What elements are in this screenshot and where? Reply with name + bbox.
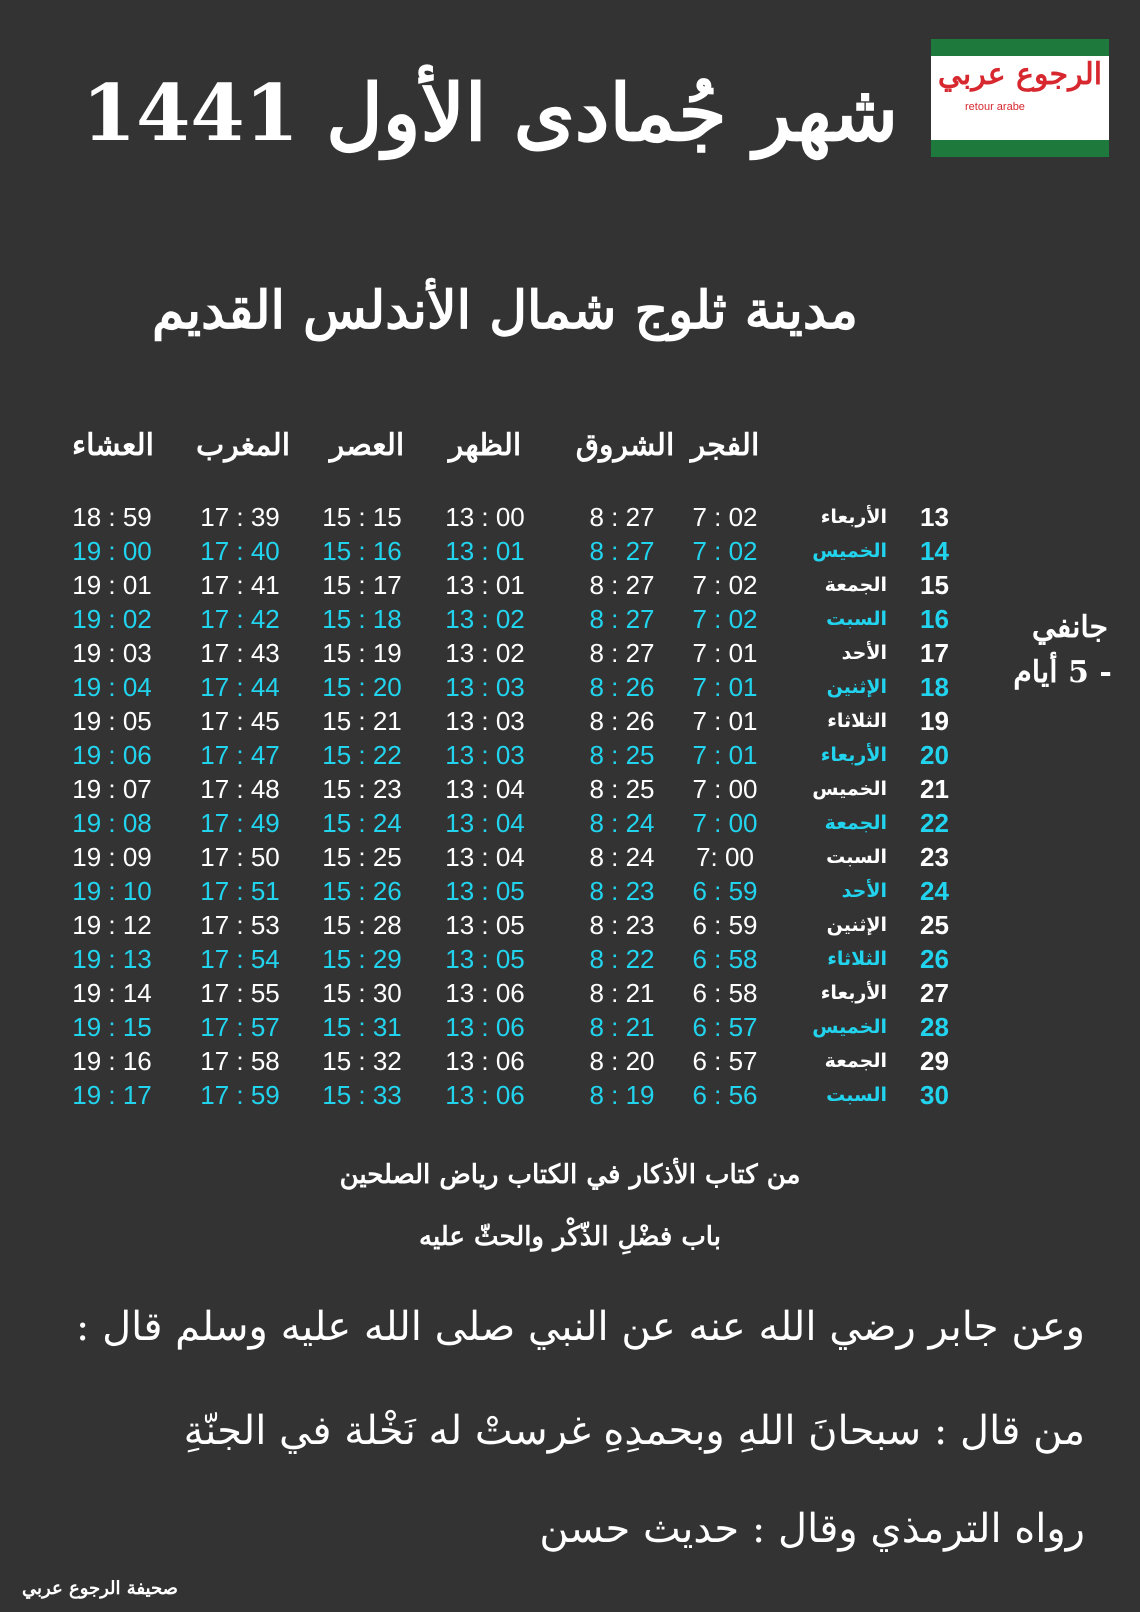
time-isha: 19 : 07 xyxy=(72,774,152,804)
time-dhuhr: 13 : 06 xyxy=(445,1046,525,1076)
time-shuruq: 8 : 22 xyxy=(589,944,655,974)
time-isha: 19 : 06 xyxy=(72,740,152,770)
time-isha: 18 : 59 xyxy=(72,502,152,532)
day-number: 25 xyxy=(920,910,949,940)
time-shuruq: 8 : 27 xyxy=(589,536,655,566)
day-number: 14 xyxy=(920,536,949,566)
time-fajr: 7 : 01 xyxy=(692,638,758,668)
time-shuruq: 8 : 23 xyxy=(589,876,655,906)
day-number: 18 xyxy=(920,672,949,702)
time-shuruq: 8 : 27 xyxy=(589,638,655,668)
time-shuruq: 8 : 26 xyxy=(589,706,655,736)
time-fajr: 6 : 57 xyxy=(692,1012,758,1042)
time-shuruq: 8 : 27 xyxy=(589,570,655,600)
table-row xyxy=(0,876,1140,910)
time-shuruq: 8 : 27 xyxy=(589,502,655,532)
day-name: الجمعة xyxy=(824,574,887,596)
time-fajr: 6 : 59 xyxy=(692,876,758,906)
time-isha: 19 : 00 xyxy=(72,536,152,566)
time-maghrib: 17 : 57 xyxy=(200,1012,280,1042)
time-dhuhr: 13 : 04 xyxy=(445,808,525,838)
time-shuruq: 8 : 21 xyxy=(589,1012,655,1042)
time-dhuhr: 13 : 04 xyxy=(445,774,525,804)
time-dhuhr: 13 : 03 xyxy=(445,740,525,770)
time-maghrib: 17 : 41 xyxy=(200,570,280,600)
time-fajr: 7 : 01 xyxy=(692,706,758,736)
time-dhuhr: 13 : 02 xyxy=(445,638,525,668)
time-isha: 19 : 15 xyxy=(72,1012,152,1042)
table-row xyxy=(0,740,1140,774)
time-asr: 15 : 20 xyxy=(322,672,402,702)
time-fajr: 6 : 59 xyxy=(692,910,758,940)
table-row xyxy=(0,944,1140,978)
book-source: من كتاب الأذكار في الكتاب رياض الصلحين xyxy=(339,1160,801,1190)
time-isha: 19 : 14 xyxy=(72,978,152,1008)
day-name: السبت xyxy=(826,1084,887,1106)
time-maghrib: 17 : 54 xyxy=(200,944,280,974)
time-isha: 19 : 13 xyxy=(72,944,152,974)
time-dhuhr: 13 : 05 xyxy=(445,910,525,940)
time-isha: 19 : 05 xyxy=(72,706,152,736)
time-isha: 19 : 01 xyxy=(72,570,152,600)
time-fajr: 7 : 02 xyxy=(692,604,758,634)
table-row xyxy=(0,604,1140,638)
book-chapter: باب فضْلِ الذّكْر والحثّ عليه xyxy=(419,1222,721,1252)
day-name: الإثنين xyxy=(826,914,887,936)
time-shuruq: 8 : 19 xyxy=(589,1080,655,1110)
hadith-line1: وعن جابر رضي الله عنه عن النبي صلى الله عليه وسلم قال : xyxy=(75,1304,1085,1350)
month-note-line1: جانفي xyxy=(1031,610,1109,645)
time-isha: 19 : 02 xyxy=(72,604,152,634)
time-maghrib: 17 : 51 xyxy=(200,876,280,906)
time-shuruq: 8 : 20 xyxy=(589,1046,655,1076)
logo-arabic-text: الرجوع عربي xyxy=(937,57,1103,92)
time-asr: 15 : 19 xyxy=(322,638,402,668)
table-row xyxy=(0,536,1140,570)
time-fajr: 7 : 01 xyxy=(692,740,758,770)
day-name: الأربعاء xyxy=(820,982,887,1004)
time-maghrib: 17 : 50 xyxy=(200,842,280,872)
time-asr: 15 : 17 xyxy=(322,570,402,600)
day-number: 19 xyxy=(920,706,949,736)
time-asr: 15 : 31 xyxy=(322,1012,402,1042)
day-name: السبت xyxy=(826,608,887,630)
day-name: الأحد xyxy=(841,880,887,902)
day-number: 30 xyxy=(920,1080,949,1110)
time-dhuhr: 13 : 03 xyxy=(445,706,525,736)
table-row xyxy=(0,638,1140,672)
table-row xyxy=(0,502,1140,536)
day-number: 26 xyxy=(920,944,949,974)
time-dhuhr: 13 : 06 xyxy=(445,1012,525,1042)
day-number: 29 xyxy=(920,1046,949,1076)
day-name: الأحد xyxy=(841,642,887,664)
time-maghrib: 17 : 47 xyxy=(200,740,280,770)
table-row xyxy=(0,1046,1140,1080)
time-isha: 19 : 08 xyxy=(72,808,152,838)
time-fajr: 6 : 58 xyxy=(692,944,758,974)
time-isha: 19 : 17 xyxy=(72,1080,152,1110)
day-number: 16 xyxy=(920,604,949,634)
day-name: الإثنين xyxy=(826,676,887,698)
table-row xyxy=(0,1012,1140,1046)
table-row xyxy=(0,570,1140,604)
time-isha: 19 : 04 xyxy=(72,672,152,702)
logo xyxy=(931,39,1109,157)
time-asr: 15 : 25 xyxy=(322,842,402,872)
hadith-line2: من قال : سبحانَ اللهِ وبحمدِهِ غرستْ له نَخْلة في الجنّةِ xyxy=(183,1408,1085,1454)
time-asr: 15 : 32 xyxy=(322,1046,402,1076)
time-isha: 19 : 10 xyxy=(72,876,152,906)
time-maghrib: 17 : 59 xyxy=(200,1080,280,1110)
header-fajr: الفجر xyxy=(690,428,760,463)
time-isha: 19 : 09 xyxy=(72,842,152,872)
time-shuruq: 8 : 21 xyxy=(589,978,655,1008)
time-fajr: 7 : 02 xyxy=(692,536,758,566)
time-maghrib: 17 : 44 xyxy=(200,672,280,702)
time-dhuhr: 13 : 00 xyxy=(445,502,525,532)
time-maghrib: 17 : 55 xyxy=(200,978,280,1008)
time-fajr: 7 : 00 xyxy=(692,774,758,804)
city-subtitle: مدينة ثلوج شمال الأندلس القديم xyxy=(152,280,858,341)
time-fajr: 7 : 00 xyxy=(692,808,758,838)
time-shuruq: 8 : 27 xyxy=(589,604,655,634)
page-title: شهر جُمادى الأول 1441 xyxy=(81,68,899,159)
day-name: الثلاثاء xyxy=(827,710,887,732)
time-asr: 15 : 33 xyxy=(322,1080,402,1110)
header-isha: العشاء xyxy=(72,428,154,463)
time-maghrib: 17 : 43 xyxy=(200,638,280,668)
header-asr: العصر xyxy=(329,428,405,463)
table-row xyxy=(0,1080,1140,1114)
time-maghrib: 17 : 58 xyxy=(200,1046,280,1076)
header-maghrib: المغرب xyxy=(195,428,291,463)
time-maghrib: 17 : 48 xyxy=(200,774,280,804)
time-fajr: 6 : 56 xyxy=(692,1080,758,1110)
time-dhuhr: 13 : 06 xyxy=(445,978,525,1008)
logo-latin-text: retour arabe xyxy=(965,101,1025,113)
time-dhuhr: 13 : 05 xyxy=(445,944,525,974)
time-asr: 15 : 22 xyxy=(322,740,402,770)
time-fajr: 6 : 57 xyxy=(692,1046,758,1076)
time-dhuhr: 13 : 01 xyxy=(445,570,525,600)
time-asr: 15 : 23 xyxy=(322,774,402,804)
time-shuruq: 8 : 23 xyxy=(589,910,655,940)
day-name: السبت xyxy=(826,846,887,868)
time-fajr: 7 : 02 xyxy=(692,502,758,532)
month-note-line2: - 5 أيام xyxy=(1013,655,1112,690)
time-asr: 15 : 18 xyxy=(322,604,402,634)
day-number: 20 xyxy=(920,740,949,770)
time-shuruq: 8 : 25 xyxy=(589,740,655,770)
time-isha: 19 : 12 xyxy=(72,910,152,940)
day-name: الجمعة xyxy=(824,1050,887,1072)
table-row xyxy=(0,706,1140,740)
time-dhuhr: 13 : 05 xyxy=(445,876,525,906)
day-name: الجمعة xyxy=(824,812,887,834)
time-asr: 15 : 30 xyxy=(322,978,402,1008)
time-asr: 15 : 29 xyxy=(322,944,402,974)
time-asr: 15 : 16 xyxy=(322,536,402,566)
time-maghrib: 17 : 53 xyxy=(200,910,280,940)
time-maghrib: 17 : 39 xyxy=(200,502,280,532)
day-name: الخميس xyxy=(812,540,887,562)
time-dhuhr: 13 : 04 xyxy=(445,842,525,872)
day-name: الأربعاء xyxy=(820,744,887,766)
time-fajr: 6 : 58 xyxy=(692,978,758,1008)
header-dhuhr: الظهر xyxy=(448,428,522,463)
time-shuruq: 8 : 24 xyxy=(589,842,655,872)
day-name: الأربعاء xyxy=(820,506,887,528)
time-asr: 15 : 28 xyxy=(322,910,402,940)
time-dhuhr: 13 : 02 xyxy=(445,604,525,634)
time-maghrib: 17 : 42 xyxy=(200,604,280,634)
table-row xyxy=(0,978,1140,1012)
day-number: 15 xyxy=(920,570,949,600)
time-fajr: 7 : 02 xyxy=(692,570,758,600)
table-row xyxy=(0,842,1140,876)
time-dhuhr: 13 : 06 xyxy=(445,1080,525,1110)
day-number: 22 xyxy=(920,808,949,838)
time-shuruq: 8 : 24 xyxy=(589,808,655,838)
time-maghrib: 17 : 40 xyxy=(200,536,280,566)
hadith-line3: رواه الترمذي وقال : حديث حسن xyxy=(539,1506,1085,1552)
header-shuruq: الشروق xyxy=(575,428,675,463)
day-number: 27 xyxy=(920,978,949,1008)
day-number: 23 xyxy=(920,842,949,872)
time-dhuhr: 13 : 01 xyxy=(445,536,525,566)
table-row xyxy=(0,808,1140,842)
time-isha: 19 : 03 xyxy=(72,638,152,668)
time-isha: 19 : 16 xyxy=(72,1046,152,1076)
table-row xyxy=(0,774,1140,808)
time-shuruq: 8 : 25 xyxy=(589,774,655,804)
day-name: الثلاثاء xyxy=(827,948,887,970)
day-name: الخميس xyxy=(812,778,887,800)
day-number: 28 xyxy=(920,1012,949,1042)
day-number: 24 xyxy=(920,876,949,906)
time-dhuhr: 13 : 03 xyxy=(445,672,525,702)
day-number: 21 xyxy=(920,774,949,804)
footer-credit: صحيفة الرجوع عربي xyxy=(22,1578,178,1599)
time-fajr: 7: 00 xyxy=(696,842,754,872)
table-row xyxy=(0,672,1140,706)
time-maghrib: 17 : 49 xyxy=(200,808,280,838)
time-maghrib: 17 : 45 xyxy=(200,706,280,736)
day-number: 13 xyxy=(920,502,949,532)
day-name: الخميس xyxy=(812,1016,887,1038)
day-number: 17 xyxy=(920,638,949,668)
time-asr: 15 : 24 xyxy=(322,808,402,838)
table-row xyxy=(0,910,1140,944)
time-asr: 15 : 26 xyxy=(322,876,402,906)
time-asr: 15 : 21 xyxy=(322,706,402,736)
time-fajr: 7 : 01 xyxy=(692,672,758,702)
time-shuruq: 8 : 26 xyxy=(589,672,655,702)
time-asr: 15 : 15 xyxy=(322,502,402,532)
